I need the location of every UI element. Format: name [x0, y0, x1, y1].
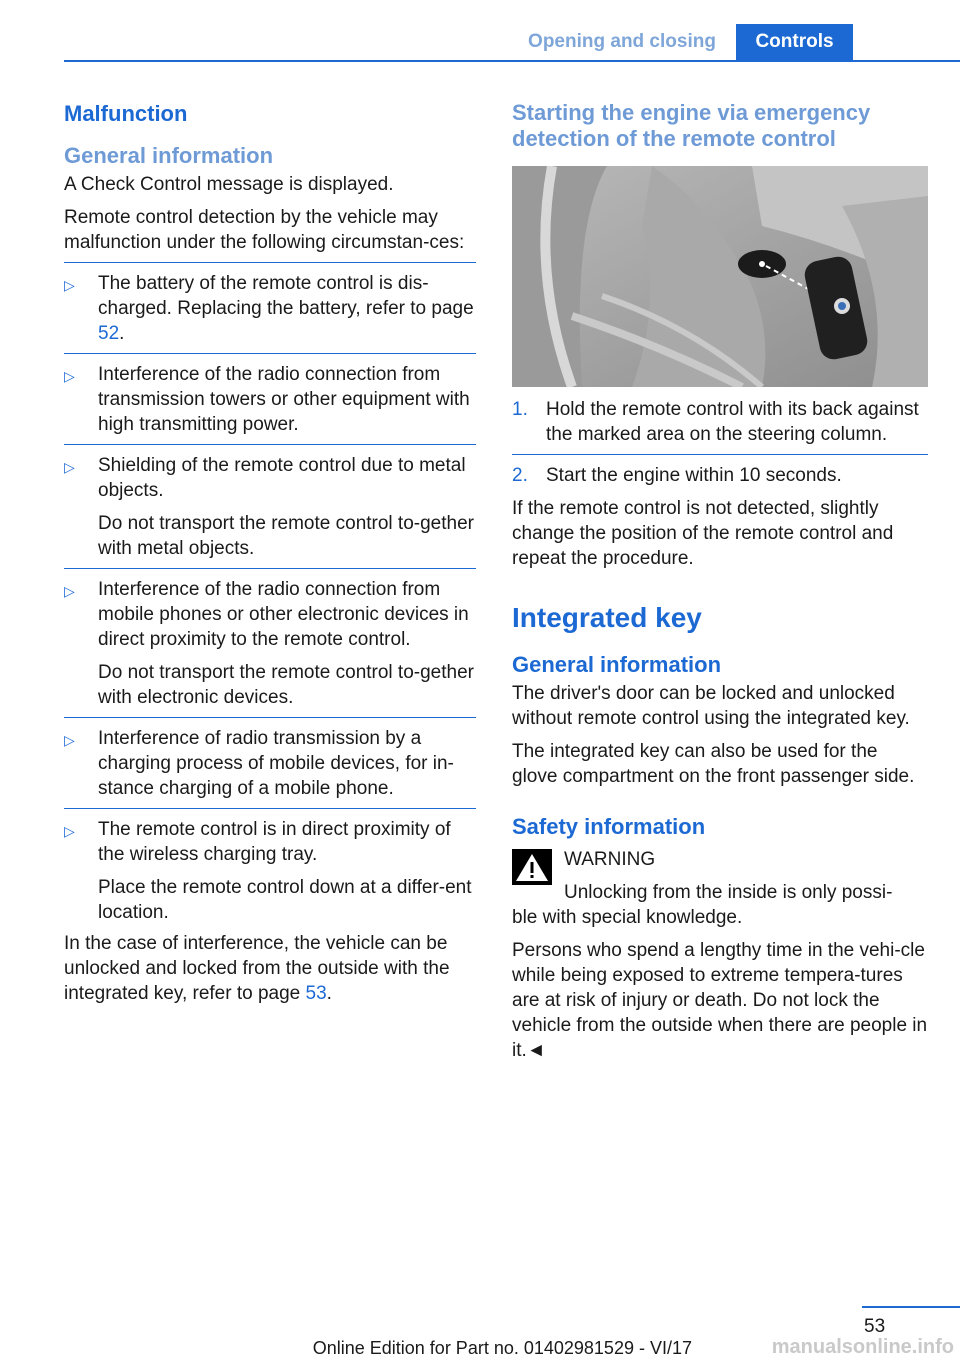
bullet-text-end: .: [119, 323, 125, 344]
right-column: [512, 100, 928, 1071]
circumstances-list-2: [64, 362, 476, 437]
page-link-52[interactable]: 52: [98, 323, 120, 344]
triangle-bullet-icon: ▷: [64, 823, 75, 839]
left-column: [64, 100, 476, 1014]
bullet-subtext: Do not transport the remote control to‐gether with electronic devices.: [98, 662, 474, 708]
page-link-53[interactable]: 53: [305, 983, 327, 1004]
header-section-tab[interactable]: Opening and closing: [528, 31, 716, 52]
bullet-subtext: Do not transport the remote control to‐gether with metal objects.: [98, 513, 474, 559]
triangle-bullet-icon: ▷: [64, 368, 75, 384]
step-number: 2.: [512, 465, 528, 486]
list-item: [64, 817, 476, 925]
paragraph-warning-detail: Persons who spend a lengthy time in the vehi‐cle while being exposed to extreme tempera‐tures are at risk of injury or death. Do not lock the vehicle from the outside when there are people in it.◄: [512, 940, 928, 1061]
divider: [64, 444, 476, 445]
triangle-bullet-icon: ▷: [64, 583, 75, 599]
list-item: [512, 463, 928, 488]
circumstances-list-5: [64, 726, 476, 801]
heading-safety-information: Safety information: [512, 814, 706, 839]
page-number: 53: [864, 1316, 886, 1337]
paragraph-text-end: .: [326, 983, 332, 1004]
bullet-text: Interference of the radio connection from transmission towers or other equipment with high transmitting power.: [98, 364, 470, 435]
warning-icon: [512, 849, 552, 885]
header-chapter-tab[interactable]: Controls: [736, 24, 853, 60]
circumstances-list: [64, 271, 476, 346]
page-header: [0, 24, 960, 62]
heading-integrated-key: Integrated key: [512, 602, 702, 633]
warning-block: [512, 847, 928, 930]
header-rule: [64, 60, 960, 62]
list-item: [64, 453, 476, 561]
list-item: [64, 362, 476, 437]
circumstances-list-4: [64, 577, 476, 710]
list-item: [64, 726, 476, 801]
paragraph-interference: [64, 931, 476, 1006]
steps-list: [512, 397, 928, 447]
step-number: 1.: [512, 399, 528, 420]
heading-malfunction: Malfunction: [64, 101, 188, 126]
paragraph-text: In the case of interference, the vehicle can be unlocked and locked from the outside with the integrated key, refer to page: [64, 933, 450, 1004]
divider: [512, 454, 928, 455]
steering-column-photo: [512, 166, 928, 387]
heading-starting-engine: Starting the engine via emergency detection of the remote control: [512, 100, 871, 151]
divider: [64, 717, 476, 718]
list-item: [64, 577, 476, 710]
heading-general-information: General information: [64, 143, 274, 168]
bullet-text: The remote control is in direct proximity of the wireless charging tray.: [98, 819, 451, 865]
paragraph-not-detected: If the remote control is not detected, slightly change the position of the remote control and repeat the procedure.: [512, 498, 894, 569]
divider: [64, 808, 476, 809]
step-text: Hold the remote control with its back against the marked area on the steering column.: [546, 399, 919, 445]
bullet-text: Interference of radio transmission by a charging process of mobile devices, for in‐stance charging of a mobile phone.: [98, 728, 454, 799]
list-item: [64, 271, 476, 346]
paragraph-check-control: A Check Control message is displayed.: [64, 174, 394, 195]
bullet-text: Interference of the radio connection from mobile phones or other electronic devices in direct proximity to the remote control.: [98, 579, 469, 650]
bullet-subtext: Place the remote control down at a differ‐ent location.: [98, 877, 472, 923]
warning-text-line1: Unlocking from the inside is only possi‐: [564, 882, 893, 903]
step-text: Start the engine within 10 seconds.: [546, 465, 842, 486]
circumstances-list-6: [64, 817, 476, 925]
steps-list-2: [512, 463, 928, 488]
bullet-text: The battery of the remote control is dis‐charged. Replacing the battery, refer to page: [98, 273, 474, 319]
paragraph-driver-door: The driver's door can be locked and unlocked without remote control using the integrated key.: [512, 683, 910, 729]
paragraph-glove-compartment: The integrated key can also be used for the glove compartment on the front passenger side.: [512, 741, 915, 787]
triangle-bullet-icon: ▷: [64, 732, 75, 748]
list-item: [512, 397, 928, 447]
circumstances-list-3: [64, 453, 476, 561]
edition-text: Online Edition for Part no. 01402981529 - VI/17: [312, 1338, 692, 1358]
warning-title: WARNING: [564, 849, 656, 870]
divider: [64, 353, 476, 354]
heading-general-information-2: General information: [512, 652, 722, 677]
paragraph-detection: Remote control detection by the vehicle may malfunction under the following circumstan‐ces:: [64, 207, 465, 253]
triangle-bullet-icon: ▷: [64, 459, 75, 475]
bullet-text: Shielding of the remote control due to metal objects.: [98, 455, 466, 501]
footer-rule: [862, 1306, 960, 1308]
warning-text-line2: ble with special knowledge.: [512, 907, 743, 928]
watermark: manualsonline.info: [771, 1336, 954, 1358]
divider: [64, 568, 476, 569]
divider: [64, 262, 476, 263]
triangle-bullet-icon: ▷: [64, 277, 75, 293]
